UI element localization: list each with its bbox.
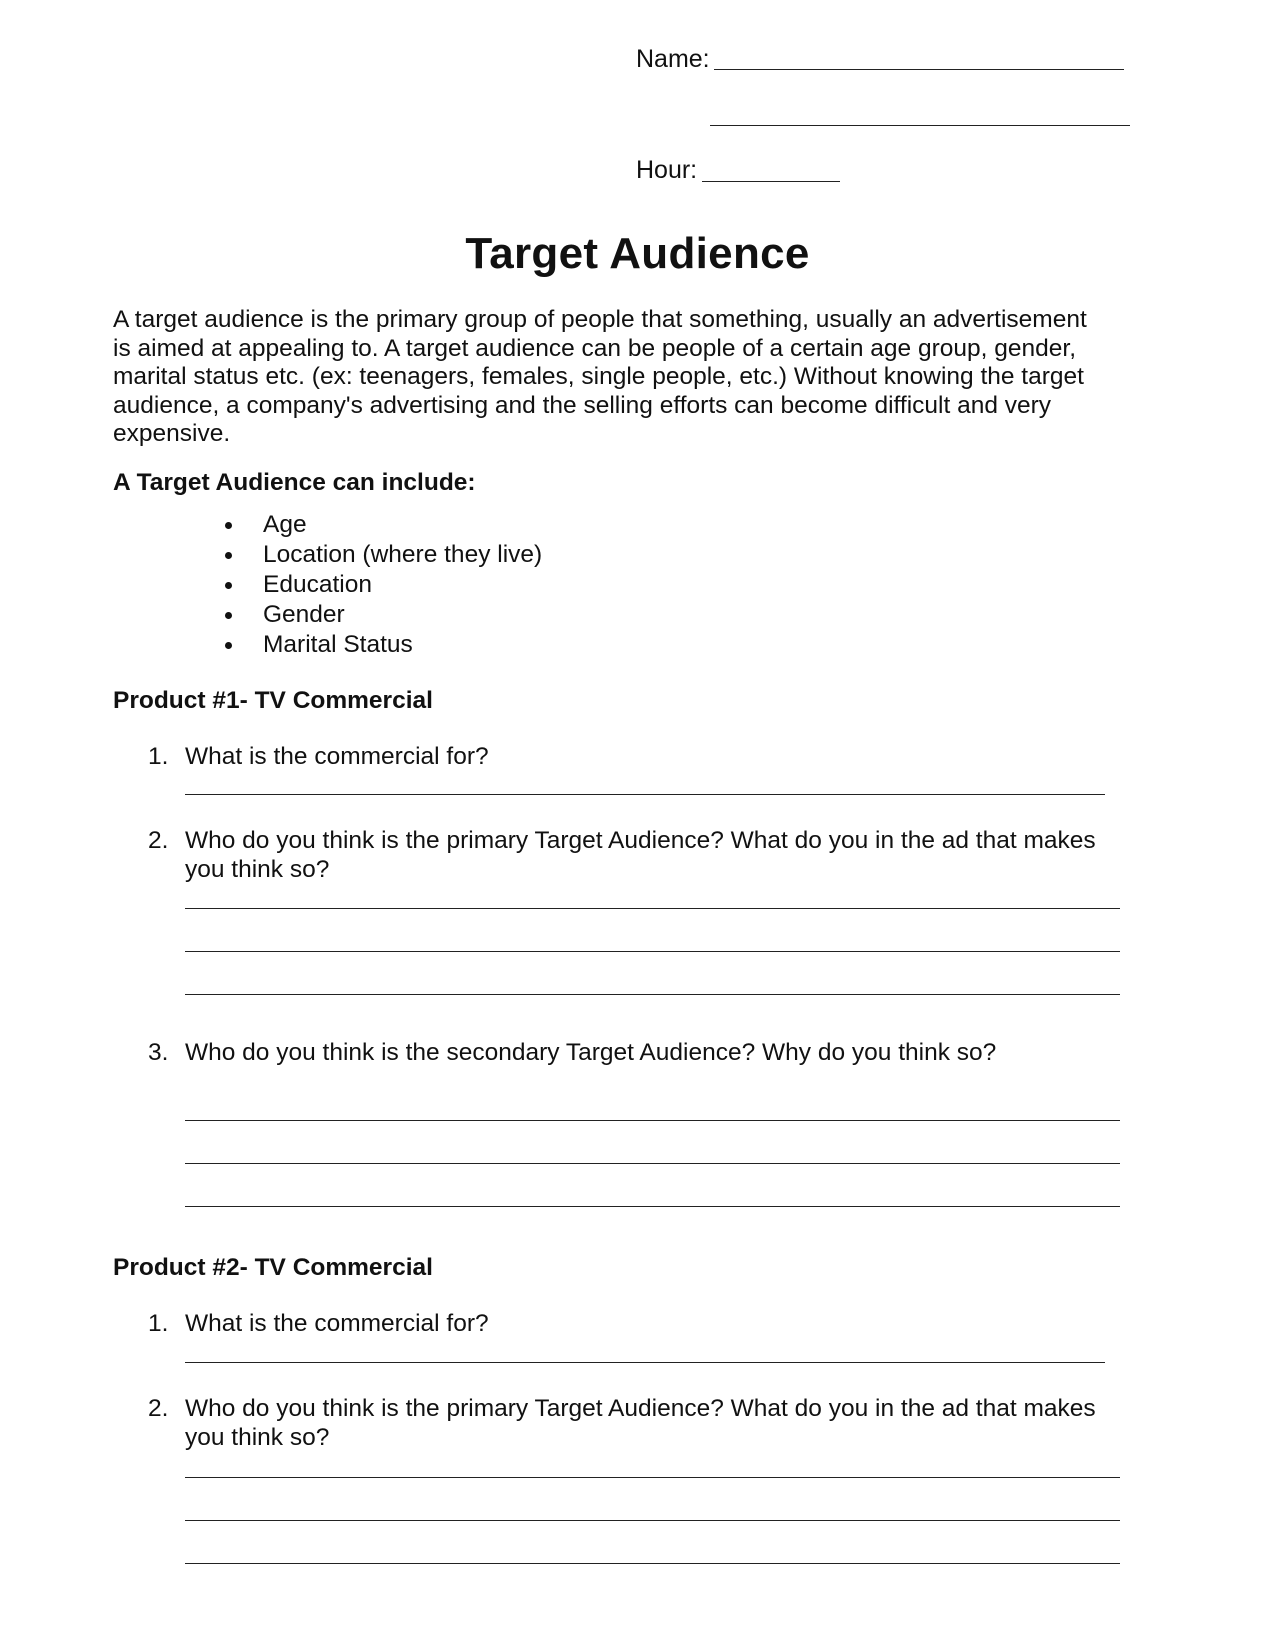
list-item-label: Education <box>263 571 372 598</box>
question-number: 1. <box>148 743 169 770</box>
list-item-label: Age <box>263 511 307 538</box>
include-heading: A Target Audience can include: <box>113 469 476 496</box>
list-item <box>222 630 542 660</box>
hour-line[interactable] <box>702 181 840 182</box>
bullet-icon <box>225 642 232 649</box>
answer-line[interactable] <box>185 1563 1120 1564</box>
intro-paragraph <box>113 306 1133 449</box>
page-title: Target Audience <box>465 229 810 278</box>
list-item-label: Gender <box>263 601 345 628</box>
answer-line[interactable] <box>185 1520 1120 1521</box>
intro-line: expensive. <box>113 420 231 447</box>
list-item <box>222 600 542 630</box>
answer-line[interactable] <box>185 1206 1120 1207</box>
product-1-heading: Product #1- TV Commercial <box>113 687 433 714</box>
bullet-icon <box>225 522 232 529</box>
question-text: What is the commercial for? <box>185 1310 489 1337</box>
question-text: Who do you think is the secondary Target Audience? Why do you think so? <box>185 1039 997 1066</box>
list-item <box>222 510 542 540</box>
intro-line: marital status etc. (ex: teenagers, females, single people, etc.) Without knowing the target <box>113 363 1084 390</box>
answer-line[interactable] <box>185 908 1120 909</box>
intro-line: is aimed at appealing to. A target audience can be people of a certain age group, gender, <box>113 334 1077 362</box>
answer-line[interactable] <box>185 994 1120 995</box>
answer-line[interactable] <box>185 794 1105 795</box>
answer-line[interactable] <box>185 1477 1120 1478</box>
bullet-icon <box>225 552 232 559</box>
name-line-2[interactable] <box>710 125 1130 126</box>
answer-line[interactable] <box>185 1362 1105 1363</box>
hour-label: Hour: <box>636 156 698 184</box>
intro-line: A target audience is the primary group of people that something, usually an advertisement <box>113 306 1087 333</box>
question-text: Who do you think is the primary Target Audience? What do you in the ad that makes <box>185 827 1096 854</box>
name-line[interactable] <box>714 69 1124 70</box>
question-number: 1. <box>148 1310 169 1337</box>
list-item-label: Marital Status <box>263 631 413 658</box>
intro-line: audience, a company's advertising and the selling efforts can become difficult and very <box>113 391 1052 419</box>
bullet-icon <box>225 582 232 589</box>
answer-line[interactable] <box>185 951 1120 952</box>
question-number: 3. <box>148 1039 169 1066</box>
product-2-heading: Product #2- TV Commercial <box>113 1254 433 1281</box>
list-item <box>222 540 542 570</box>
question-number: 2. <box>148 827 169 854</box>
answer-line[interactable] <box>185 1163 1120 1164</box>
question-text: Who do you think is the primary Target Audience? What do you in the ad that makes <box>185 1395 1096 1422</box>
name-label: Name: <box>636 45 710 73</box>
include-list <box>222 510 542 660</box>
answer-line[interactable] <box>185 1120 1120 1121</box>
bullet-icon <box>225 612 232 619</box>
question-text: What is the commercial for? <box>185 743 489 770</box>
question-number: 2. <box>148 1395 169 1422</box>
question-text: you think so? <box>185 1424 330 1451</box>
list-item <box>222 570 542 600</box>
list-item-label: Location (where they live) <box>263 541 543 568</box>
question-text: you think so? <box>185 856 330 883</box>
